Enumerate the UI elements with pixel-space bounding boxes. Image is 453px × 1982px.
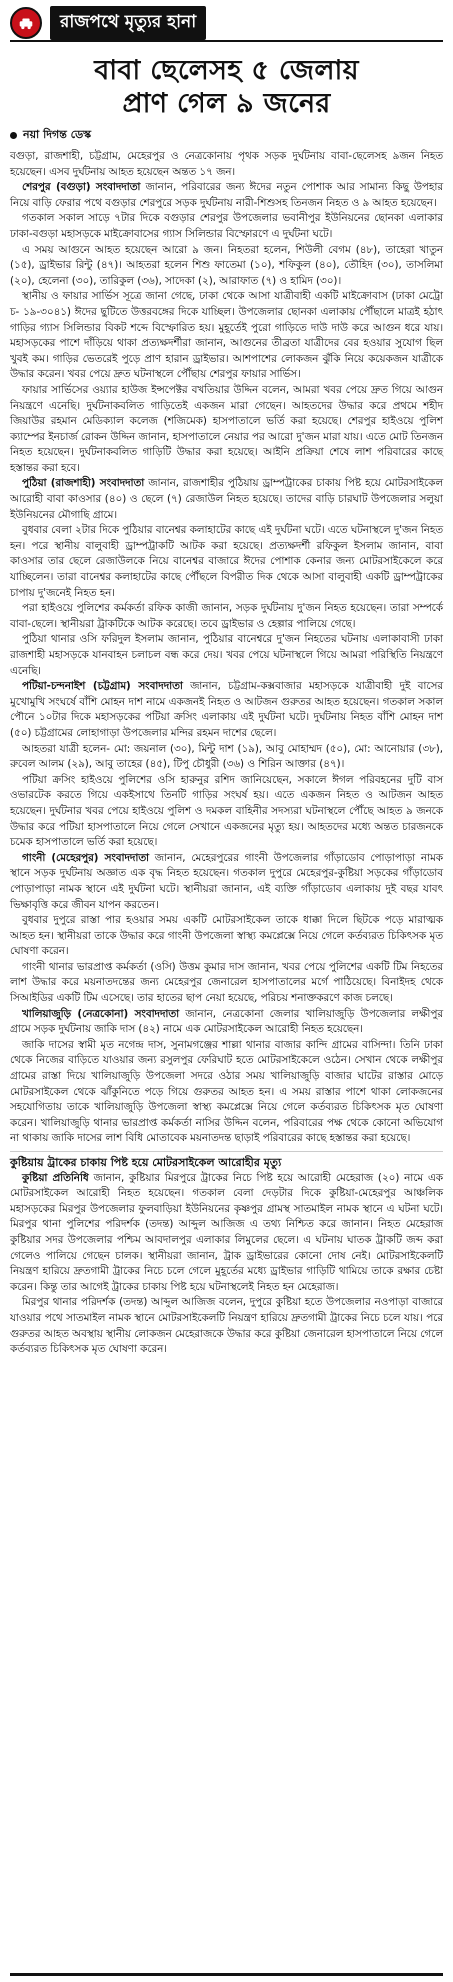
paragraph [10, 180, 443, 211]
paragraph-text: জানান, পরিবারের জন্য ঈদের নতুন পোশাক আর সামান্য কিছু উপহার নিয়ে বাড়ি ফেরার পথে বগুড়ার শেরপুরে সড়ক দুর্ঘটনায় নারী-শিশুসহ তিনজন নিহত ও ৯ আহত হয়েছেন। [10, 181, 443, 209]
paragraph [10, 1038, 443, 1147]
paragraph-text: গাংনী থানার ভারপ্রাপ্ত কর্মকর্তা (ওসি) উত্তম কুমার দাস জানান, খবর পেয়ে পুলিশের একটি টিম নিহতের লাশ উদ্ধার করে ময়নাতদন্তের জন্য মেহেরপুর জেনারেল হাসপাতালের মর্গে পাঠিয়েছে। বিনাইদহ থেকে সিআইডির একটি টিম এসেছে। তার হাতের ছাপ নেয়া হয়েছে, পরিচয় শনাক্তকরণে কাজ চলছে। [10, 960, 443, 1005]
paragraph-list [10, 149, 443, 1147]
paragraph [10, 383, 443, 477]
paragraph [10, 601, 443, 632]
paragraph-text: মিরপুর থানার পরিদর্শক (তদন্ত) আব্দুল আজিজ বলেন, দুপুরে কুষ্টিয়া হতে উপজেলার নওপাড়া বাজারে যাওয়ার পথে সাতমাইল নামক স্থানে মোটরসাইকেলটি নিয়ন্ত্রণ হারিয়ে দ্রুতগামী ট্রাকের নিচে চলে যায়। পরে গুরুতর আহত অবস্থায় স্থানীয় লোকজন মেহেরাজকে উদ্ধার করে কুষ্টিয়া জেনারেল হাসপাতালে নিয়ে গেলে কর্তব্যরত চিকিৎসক মৃত ঘোষণা করেন। [10, 1296, 443, 1356]
paragraph-text: বুধবার বেলা ২টার দিকে পুঠিয়ার বানেশ্বর কলাহাটের কাছে এই দুর্ঘটনা ঘটে। এতে ঘটনাস্থলে দু'জন নিহত হন। পরে স্থানীয় বালুবাহী ড্রাম্পট্রাকটি আটক করা হয়েছে। প্রত্যক্ষদর্শী রফিকুল ইসলাম জানান, বাবা কাওসার তার ছেলে রেজাউলকে নিয়ে বানেশ্বর বাজারে ঈদের পোশাক কেনার জন্য মোটরসাইকেলে করে যাচ্ছিলেন। তারা বানেশ্বর কলাহাটের কাছে পৌঁছলে বিপরীত দিক থেকে আসা বালুবাহী একটি ড্রাম্পট্রাকের চাপায় দু'জনেই নিহত হন। [10, 524, 443, 599]
paragraph [10, 773, 443, 851]
paragraph [10, 289, 443, 383]
paragraph-text: গতকাল সকাল সাড়ে ৭টার দিকে বগুড়ার শেরপুর উপজেলার ভবানীপুর ইউনিয়নের ছোনকা এলাকার ঢাকা-বগুড়া মহাসড়কে মাইক্রোবাসের গ্যাস সিলিন্ডার বিস্ফোরণে এ দুর্ঘটনা ঘটে। [10, 212, 443, 240]
paragraph-text: বগুড়া, রাজশাহী, চট্টগ্রাম, মেহেরপুর ও নেত্রকোনায় পৃথক সড়ক দুর্ঘটনায় বাবা-ছেলেসহ ৯জন নিহত হয়েছেন। এসব দুর্ঘটনায় আহত হয়েছেন অন্তত ১৭ জন। [10, 150, 443, 178]
dateline: শেরপুর (বগুড়া) সংবাদদাতা [22, 181, 141, 194]
headline-line-1: বাবা ছেলেসহ ৫ জেলায় [94, 55, 359, 86]
paragraph-text: বুধবার দুপুরে রাস্তা পার হওয়ার সময় একটি মোটরসাইকেল তাকে ধাক্কা দিলে ছিটকে পড়ে মারাত্মক আহত হন। স্থানীয়রা তাকে উদ্ধার করে গাংনী উপজেলা স্বাস্থ্য কমপ্লেক্সে নিয়ে গেলে কর্তব্যরত চিকিৎসক মৃত ঘোষণা করেন। [10, 914, 443, 958]
paragraph [10, 913, 443, 960]
paragraph [10, 1171, 443, 1296]
paragraph-text: পুঠিয়া থানার ওসি ফরিদুল ইসলাম জানান, পুঠিয়ার বানেশ্বরে দু'জন নিহতের ঘটনায় এলাকাবাসী ঢাকা রাজশাহী মহাসড়কে যানবাহন চলাচল বন্ধ করে দেয়। খবর পেয়ে ঘটনাস্থলে গিয়ে আমরা পরিস্থিতি নিয়ন্ত্রণে এনেছি। [10, 633, 443, 677]
paragraph [10, 851, 443, 913]
paragraph-text: পটিয়া ক্রসিং হাইওয়ে পুলিশের ওসি হারুনুর রশিদ জানিয়েছেন, সকালে ঈগল পরিবহনের দুটি বাস ওভারটেক করতে গিয়ে একইসাথে তিনটি গাড়ির সংঘর্ষ হয়। এতে একজন নিহত ও আটজন আহত হয়েছেন। দুর্ঘটনার খবর পেয়ে হাইওয়ে পুলিশ ও দমকল বাহিনীর সদস্যরা ঘটনাস্থলে পৌঁছে আহত ৯ জনকে উদ্ধার করে পটিয়া হাসপাতালে নিয়ে গেলে সেখানে একজনের মৃত্যু হয়। আহতদের মধ্যে অন্তত চারজনকে চমেক হাসপাতালে ভর্তি করা হয়েছে। [10, 773, 443, 849]
subsection-paragraph-list [10, 1171, 443, 1358]
paragraph [10, 742, 443, 773]
dateline: কুষ্টিয়া প্রতিনিধি [22, 1171, 89, 1184]
paragraph-text: এ সময় আগুনে আহত হয়েছেন আরো ৯ জন। নিহতরা হলেন, শিউলী বেগম (৪৮), তাহেরা খাতুন (১৫), ড্রাইভার রিন্টু (৪৭)। আহতরা হলেন শিশু ফাতেমা (১০), শফিকুল (৪০), তৌহিদ (৩০), তাসলিমা (২০), হেলেনা (৩০), তারিকুল (৩৬), সাদেকা (২), আরাফাত (৭) ও হামিদ (৩০)। [10, 243, 443, 287]
paragraph [10, 476, 443, 523]
paragraph [10, 960, 443, 1007]
headline-line-2: প্রাণ গেল ৯ জনের [122, 88, 331, 119]
paragraph [10, 243, 443, 290]
paragraph [10, 1295, 443, 1357]
byline [10, 126, 443, 145]
paragraph-text: জানান, মেহেরপুরের গাংনী উপজেলার গাঁড়াডোব পোড়াপাড়া নামক স্থানে সড়ক দুর্ঘটনায় অজ্ঞাত এক বৃদ্ধ নিহত হয়েছেন। গতকাল দুপুরে মেহেরপুর-কুষ্টিয়া সড়কের গাঁড়াডোব পোড়াপাড়া নামক স্থানে এই দুর্ঘটনা ঘটে। স্থানীয়রা জানান, এই ব্যক্তি গাঁড়াডোব এলাকায় দুই বছর যাবৎ ভিক্ষাবৃত্তি করে জীবন যাপন করতেন। [10, 851, 443, 911]
paragraph [10, 211, 443, 242]
paragraph-text: পরা হাইওয়ে পুলিশের কর্মকর্তা রফিক কাজী জানান, সড়ক দুর্ঘটনায় দু'জন নিহত হয়েছেন। তারা সম্পর্কে বাবা-ছেলে। স্থানীয়রা ট্রাকটিকে আটক করেছে। তবে ড্রাইভার ও হেল্পার পালিয়ে গেছে। [10, 602, 443, 630]
car-crash-icon [10, 7, 42, 39]
subsection-title: কুষ্টিয়ায় ট্রাকের চাকায় পিষ্ট হয়ে মোটরসাইকেল আরোহীর মৃত্যু [10, 1151, 443, 1171]
byline-text: নয়া দিগন্ত ডেস্ক [23, 128, 92, 141]
paragraph-text: জানান, রাজশাহীর পুঠিয়ায় ড্রাম্পট্রাকের চাকায় পিষ্ট হয়ে মোটরসাইকেল আরোহী বাবা কাওসার (৪০) ও ছেলে (৭) রেজাউল নিহত হয়েছে। তাদের বাড়ি চারঘাট উপজেলার সলুয়া ইউনিয়নের মৌগাছি গ্রামে। [10, 477, 443, 521]
paragraph-text: আহতরা যাত্রী হলেন- মো: জয়নাল (৩০), মিন্টু দাশ (১৯), আবু মোহাম্মদ (৫০), মো: আনোয়ার (৩৮), রুবেল আলম (২৯), আবু তাহের (৪৫), টিপু চৌধুরী (৩৬) ও শিরিন আক্তার (৪৭)। [10, 742, 443, 771]
article-body [10, 149, 443, 1358]
paragraph [10, 523, 443, 601]
section-header [10, 6, 443, 42]
dateline: গাংনী (মেহেরপুর) সংবাদদাতা [22, 851, 150, 864]
paragraph-text: জানান, নেত্রকোনা জেলার খালিয়াজুড়ি উপজেলার লক্ষীপুর গ্রামে সড়ক দুর্ঘটনায় জাকি দাস (৪২) নামে এক মোটরসাইকেল আরোহী নিহত হয়েছেন। [10, 1007, 443, 1036]
paragraph-text: জানান, কুষ্টিয়ার মিরপুরে ট্রাকের নিচে পিষ্ট হয়ে আরোহী মেহেরাজ (২০) নামে এক মোটরসাইকেল আরোহী নিহত হয়েছেন। গতকাল বেলা দেড়টার দিকে কুষ্টিয়া-মেহেরপুর আঞ্চলিক মহাসড়কের মিরপুর উপজেলার ফুলবাড়িয়া ইউনিয়নের কৃষ্ণপুর গ্রামস্থ সাতমাইল নামক স্থানে এ ঘটনা ঘটে। মিরপুর থানা পুলিশের পরিদর্শক (তদন্ত) আব্দুল আজিজ এ তথ্য নিশ্চিত করে জানান। নিহত মেহেরাজ কুষ্টিয়ার সদর উপজেলার পশ্চিম আবদালপুর এলাকার লিমুলের ছেলে। এ ঘটনায় ঘাতক ট্রাকটি জব্দ করা গেলেও পালিয়ে গেছেন চালক। স্থানীয়রা জানান, ট্রাক ড্রাইভারের কোনো দোষ নেই। মোটরসাইকেলটি নিয়ন্ত্রণ হারিয়ে দ্রুতগামী ট্রাকের নিচে চলে গেলে মুহূর্তের মধ্যে ড্রাইভার গাড়িটি থামিয়ে তাকে রক্ষার চেষ্টা করেন। কিন্তু তার আগেই ট্রাকের চাকায় পিষ্ট হয়ে ঘটনাস্থলেই নিহত হন মেহেরাজ। [10, 1171, 443, 1293]
section-title: রাজপথে মৃত্যুর হানা [50, 6, 206, 40]
paragraph [10, 1007, 443, 1038]
paragraph-text: স্থানীয় ও ফায়ার সার্ভিস সূত্রে জানা গেছে, ঢাকা থেকে আসা যাত্রীবাহী একটি মাইক্রোবাস (ঢাকা মেট্রো চ- ১৯-৩০৪১) ঈদের ছুটিতে উত্তরবঙ্গের দিকে যাচ্ছিল। উপজেলার ছোনকা এলাকায় পৌঁছালে মাত্রই হঠাৎ গাড়ির গ্যাস সিলিন্ডার বিকট শব্দে বিস্ফোরিত হয়। মুহূর্তেই পুরো গাড়িতে দাউ দাউ করে আগুন ধরে যায়। মহাসড়কের পাশে দাঁড়িয়ে থাকা প্রত্যক্ষদর্শীরা জানান, আগুনের তীব্রতা যাত্রীদের বের হওয়ার সুযোগ ছিল খুবই কম। গাড়ির ভেতরেই পুড়ে প্রাণ হারান ড্রাইভার। আশপাশের লোকজন ঝুঁকি নিয়ে কয়েকজন যাত্রীকে উদ্ধার করেন। খবর পেয়ে দ্রুত ঘটনাস্থলে পৌঁছায় শেরপুর ফায়ার সার্ভিস। [10, 290, 443, 381]
paragraph [10, 679, 443, 741]
paragraph-text: জাকি দাসের স্বামী মৃত নগেন্দ্র দাস, সুনামগঞ্জের শাল্লা থানার বাজার কান্দি গ্রামের বাসিন্দা। তিনি ঢাকা থেকে নিজের বাড়িতে যাওয়ার জন্য রসুলপুর ফেরিঘাট হতে মোটরসাইকেলে ওঠেন। সেখান থেকে লক্ষীপুর গ্রামের রাস্তা দিয়ে খালিয়াজুড়ি উপজেলা সদরে ওঠার সময় খালিয়াজুড়ি বাজার ঘাটের রাস্তার মোড়ে মোটরসাইকেল থেকে ঝাঁকুনিতে পড়ে গিয়ে গুরুতর আহত হন। এ সময় রাস্তার পাশে থাকা লোকজনের সহযোগিতায় তাকে খালিয়াজুড়ি উপজেলা স্বাস্থ্য কমপ্লেক্সে নিয়ে গেলে কর্তব্যরত চিকিৎসক মৃত ঘোষণা করেন। খালিয়াজুড়ি থানার ভারপ্রাপ্ত কর্মকর্তা নাসির উদ্দিন বলেন, পরিবারের পক্ষ থেকে কোনো অভিযোগ না থাকায় জাকি দাসের লাশ বিধি মোতাবেক ময়নাতদন্ত ছাড়াই পরিবারের কাছে হস্তান্তর করা হয়েছে। [10, 1038, 443, 1145]
paragraph-text: ফায়ার সার্ভিসের ওয়্যার হাউজ ইন্সপেক্টর বখতিয়ার উদ্দিন বলেন, আমরা খবর পেয়ে দ্রুত গিয়ে আগুন নিয়ন্ত্রণে এনেছি। দুর্ঘটনাকবলিত গাড়িতেই একজন মারা গেছেন। আহতদের উদ্ধার করে প্রথমে শহীদ জিয়াউর রহমান মেডিক্যাল কলেজ (শজিমেক) হাসপাতালে ভর্তি করা হয়েছে। শেরপুর হাইওয়ে পুলিশ ক্যাম্পের ইনচার্জ রোকন উদ্দিন জানান, হাসপাতালে নেয়ার পর আরো দু'জন মারা যায়। এতে মোট তিনজন নিহত হয়েছেন। দুর্ঘটনাকবলিত গাড়িটি উদ্ধার করা হয়েছে। আইনি প্রক্রিয়া শেষে লাশ পরিবারের কাছে হস্তান্তর করা হবে। [10, 383, 443, 474]
paragraph [10, 632, 443, 679]
dateline: পুঠিয়া (রাজশাহী) সংবাদদাতা [22, 477, 145, 490]
headline [10, 54, 443, 120]
paragraph [10, 149, 443, 180]
dateline: পটিয়া-চন্দনাইশ (চট্টগ্রাম) সংবাদদাতা [22, 680, 183, 693]
dateline: খালিয়াজুড়ি (নেত্রকোনা) সংবাদদাতা [22, 1007, 180, 1020]
bullet-icon [10, 132, 17, 139]
paragraph-text: জানান, চট্টগ্রাম-কক্সবাজার মহাসড়কে যাত্রীবাহী দুই বাসের মুখোমুখি সংঘর্ষে বাঁশি মোহন দাশ নামে একজনই নিহত ও আটজন গুরুতর আহত হয়েছেন। গতকাল সকাল পৌনে ১০টার দিকে মহাসড়কের পটিয়া ক্রসিং এলাকায় এই দুর্ঘটনা ঘটে। দুর্ঘটনায় নিহত বাঁশি মোহন দাশ (৫০) চট্টগ্রামের লোহাগাড়া উপজেলার মন্দির রহমন দাশের ছেলে। [10, 680, 443, 739]
footer-rule [10, 1973, 443, 1976]
